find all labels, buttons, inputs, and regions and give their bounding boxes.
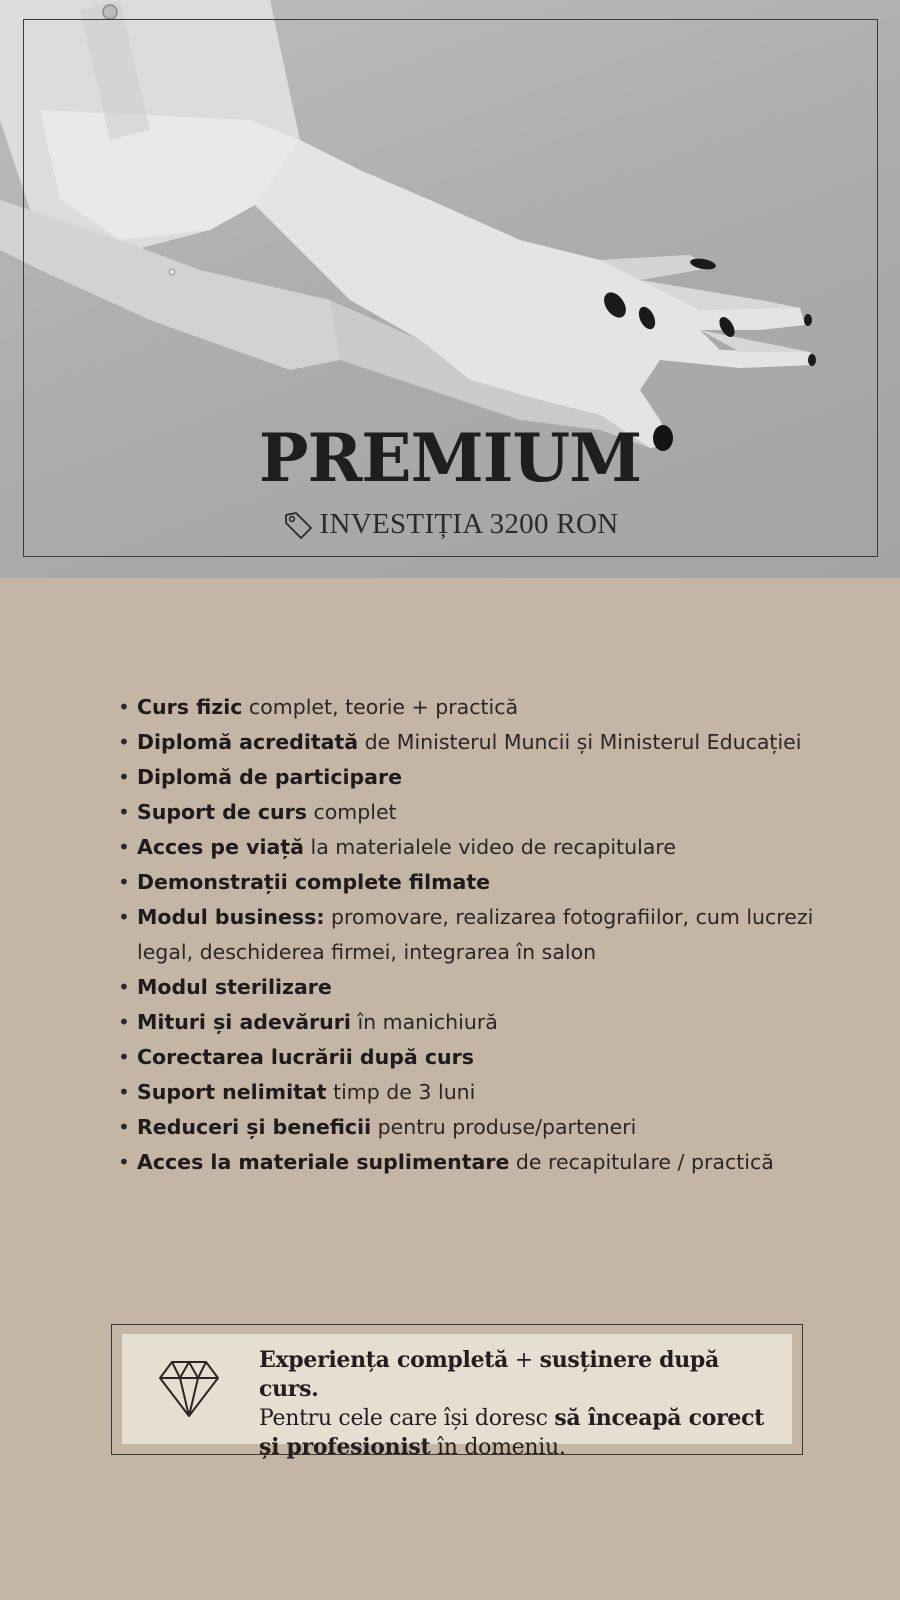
diamond-icon: [158, 1360, 220, 1418]
callout-bold: susținere după curs.: [259, 1347, 719, 1402]
list-item: [118, 1110, 818, 1145]
page-title: PREMIUM: [258, 419, 642, 497]
callout-regular: în domeniu.: [430, 1435, 566, 1460]
callout-box: [111, 1324, 803, 1460]
feature-bold: Suport de curs: [137, 800, 307, 824]
feature-text: complet, teorie + practică: [242, 695, 519, 719]
feature-text: promovare, realizarea fotografiilor, cum lucrezi legal, deschiderea firmei, integrarea în salon: [137, 905, 814, 964]
feature-text: complet: [306, 800, 397, 824]
callout-regular: Pentru cele care își doresc: [259, 1406, 555, 1431]
list-item: [118, 1040, 818, 1075]
feature-bold: Mituri și adevăruri: [137, 1010, 351, 1034]
feature-bold: Curs fizic: [137, 695, 243, 719]
list-item: [118, 830, 818, 865]
feature-bold: Diplomă de participare: [137, 765, 403, 789]
callout-bold: Experiența completă: [259, 1347, 509, 1373]
feature-bold: Demonstrații complete filmate: [137, 870, 491, 894]
feature-text: pentru produse/parteneri: [371, 1115, 637, 1139]
feature-bold: Modul sterilizare: [137, 975, 332, 999]
feature-bold: Acces la materiale suplimentare: [137, 1150, 510, 1174]
list-item: [118, 1005, 818, 1040]
feature-bold: Modul business:: [137, 905, 325, 929]
list-item: [118, 1075, 818, 1110]
feature-text: în manichiură: [350, 1010, 498, 1034]
callout-line-3: [259, 1433, 779, 1462]
hero-banner: [0, 0, 900, 578]
feature-bold: Corectarea lucrării după curs: [137, 1045, 474, 1069]
list-item: [118, 760, 818, 795]
feature-text: de recapitulare / practică: [509, 1150, 774, 1174]
callout-bold: să înceapă corect: [554, 1405, 765, 1431]
feature-bold: Suport nelimitat: [137, 1080, 327, 1104]
callout-bold: și profesionist: [259, 1434, 431, 1460]
callout-text: [259, 1346, 779, 1462]
price-tag-icon: [282, 509, 314, 541]
feature-text: timp de 3 luni: [326, 1080, 476, 1104]
callout-line-1: [259, 1346, 779, 1404]
list-item: [118, 795, 818, 830]
feature-text: de Ministerul Muncii și Ministerul Educației: [358, 730, 802, 754]
callout-line-2: [259, 1404, 779, 1433]
feature-bold: Reduceri și beneficii: [137, 1115, 372, 1139]
list-item: [118, 1145, 818, 1180]
list-item: [118, 690, 818, 725]
list-item: [118, 970, 818, 1005]
price-text: INVESTIȚIA 3200 RON: [319, 508, 619, 540]
feature-bold: Acces pe viață: [137, 835, 304, 859]
feature-list: [118, 690, 818, 1180]
list-item: [118, 900, 818, 970]
price-row: [0, 508, 900, 541]
list-item: [118, 865, 818, 900]
callout-plus: +: [508, 1348, 540, 1373]
list-item: [118, 725, 818, 760]
feature-text: la materialele video de recapitulare: [303, 835, 676, 859]
callout-inner: [122, 1334, 792, 1460]
feature-bold: Diplomă acreditată: [137, 730, 359, 754]
